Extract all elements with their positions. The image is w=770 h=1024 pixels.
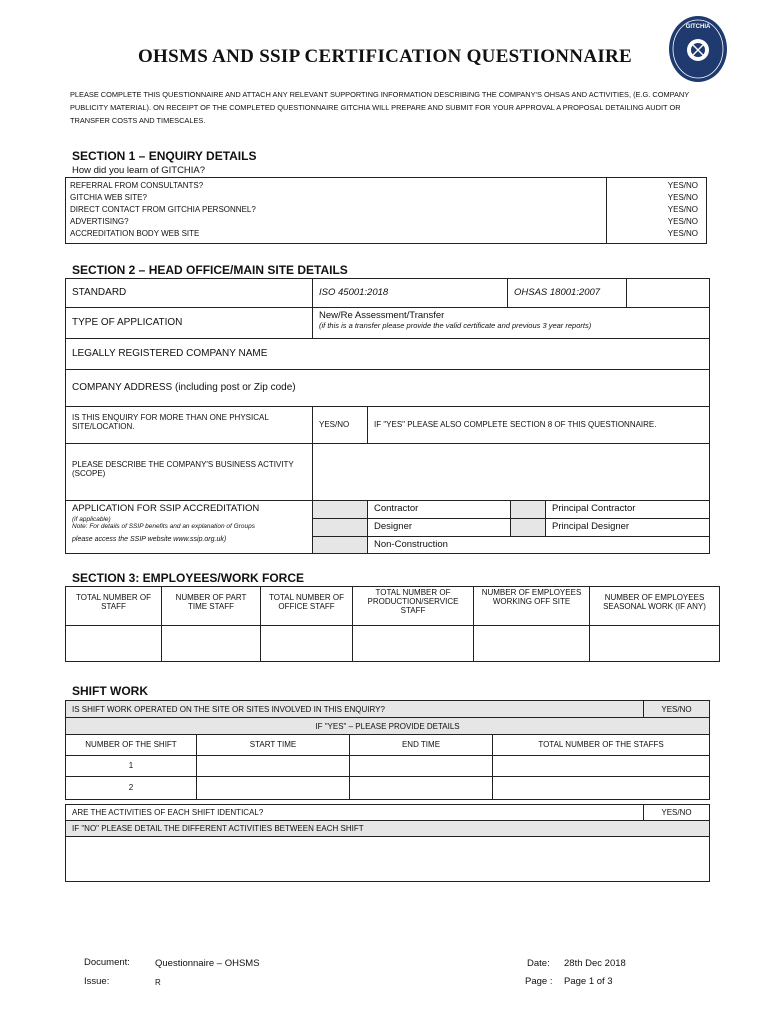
ssip-option-designer: Designer xyxy=(367,518,511,537)
employees-header: NUMBER OF EMPLOYEES WORKING OFF SITE xyxy=(473,586,590,626)
ssip-label-cell xyxy=(65,500,313,554)
standard-blank xyxy=(626,278,710,308)
enquiry-item-label: REFERRAL FROM CONSULTANTS? xyxy=(70,181,204,190)
company-address-field[interactable]: COMPANY ADDRESS (including post or Zip code) xyxy=(65,369,710,407)
business-activity-label: PLEASE DESCRIBE THE COMPANY'S BUSINESS ACTIVITY (SCOPE) xyxy=(65,443,313,501)
intro-text: PLEASE COMPLETE THIS QUESTIONNAIRE AND ATTACH ANY RELEVANT SUPPORTING INFORMATION DESCRIBING THE COMPANY'S OHSAS AND ACTIVITIES, (E.G. COMPANY PUBLICITY MATERIAL). ON RECEIPT OF THE COMPLETED QUESTIONNAIRE GITCHIA WILL PREPARE AND SUBMIT FOR YOUR APPROVAL A PROPOSAL DETAILING AUDIT OR TRANSFER COSTS AND TIMESCALES. xyxy=(70,90,690,125)
section1-question: How did you learn of GITCHIA? xyxy=(72,165,206,176)
multi-site-label: IS THIS ENQUIRY FOR MORE THAN ONE PHYSICAL SITE/LOCATION. xyxy=(65,406,313,444)
gitchia-logo xyxy=(667,14,729,84)
shift-answer[interactable]: YES/NO xyxy=(643,700,710,718)
shift-column-header: END TIME xyxy=(349,734,493,756)
shift-identical-answer[interactable]: YES/NO xyxy=(643,804,710,821)
employees-header: TOTAL NUMBER OF OFFICE STAFF xyxy=(260,586,353,626)
ssip-note-2: Note: For details of SSIP benefits and an explanation of Groups xyxy=(72,523,255,530)
page-title: OHSMS AND SSIP CERTIFICATION QUESTIONNAIRE xyxy=(137,46,633,67)
shift-identical-question: ARE THE ACTIVITIES OF EACH SHIFT IDENTICAL? xyxy=(65,804,644,821)
shift-staff-input[interactable] xyxy=(492,776,710,800)
enquiry-item-answer[interactable]: YES/NO xyxy=(667,229,698,238)
footer-date-label: Date: xyxy=(527,958,550,969)
ssip-check-principal-designer[interactable] xyxy=(510,518,546,537)
enquiry-item-label: DIRECT CONTACT FROM GITCHIA PERSONNEL? xyxy=(70,205,256,214)
ssip-option-principal-contractor: Principal Contractor xyxy=(545,500,710,519)
shift-start-input[interactable] xyxy=(196,755,350,777)
shift-question: IS SHIFT WORK OPERATED ON THE SITE OR SITES INVOLVED IN THIS ENQUIRY? xyxy=(65,700,644,718)
application-type-label: TYPE OF APPLICATION xyxy=(65,307,313,339)
section2-title: SECTION 2 – HEAD OFFICE/MAIN SITE DETAILS xyxy=(72,263,348,277)
employees-header: TOTAL NUMBER OF STAFF xyxy=(65,586,162,626)
ssip-check-non-construction[interactable] xyxy=(312,536,368,554)
ssip-option-non-construction: Non-Construction xyxy=(367,536,710,554)
shift-end-input[interactable] xyxy=(349,776,493,800)
ssip-check-principal-contractor[interactable] xyxy=(510,500,546,519)
shift-staff-input[interactable] xyxy=(492,755,710,777)
multi-site-note: IF "YES" PLEASE ALSO COMPLETE SECTION 8 OF THIS QUESTIONNAIRE. xyxy=(367,406,710,444)
standard-option-iso[interactable]: ISO 45001:2018 xyxy=(312,278,508,308)
footer-date-value: 28th Dec 2018 xyxy=(564,958,626,969)
employees-header: NUMBER OF PART TIME STAFF xyxy=(161,586,261,626)
employees-input[interactable] xyxy=(352,625,474,662)
shift-activities-field[interactable] xyxy=(65,836,710,882)
ssip-option-contractor: Contractor xyxy=(367,500,511,519)
ssip-note-3: please access the SSIP website www.ssip.org.uk) xyxy=(72,536,227,543)
employees-header: TOTAL NUMBER OF PRODUCTION/SERVICE STAFF xyxy=(352,586,474,626)
standard-label: STANDARD xyxy=(65,278,313,308)
footer-document-label: Document: xyxy=(84,957,130,968)
footer-document-value: Questionnaire – OHSMS xyxy=(155,958,260,969)
footer-issue-value: R xyxy=(155,978,161,987)
shift-no-detail-prompt: IF "NO" PLEASE DETAIL THE DIFFERENT ACTIVITIES BETWEEN EACH SHIFT xyxy=(65,820,710,837)
enquiry-item-answer[interactable]: YES/NO xyxy=(667,193,698,202)
shift-row-number: 2 xyxy=(65,776,197,800)
employees-input[interactable] xyxy=(260,625,353,662)
shift-column-header: START TIME xyxy=(196,734,350,756)
application-type-value: New/Re Assessment/Transfer xyxy=(319,310,445,321)
footer-page-label: Page : xyxy=(525,976,553,987)
section3-title: SECTION 3: EMPLOYEES/WORK FORCE xyxy=(72,571,305,585)
shift-end-input[interactable] xyxy=(349,755,493,777)
business-activity-field[interactable] xyxy=(312,443,710,501)
multi-site-answer[interactable]: YES/NO xyxy=(312,406,368,444)
ssip-check-contractor[interactable] xyxy=(312,500,368,519)
footer-page-value: Page 1 of 3 xyxy=(564,976,613,987)
employees-input[interactable] xyxy=(589,625,720,662)
ssip-check-designer[interactable] xyxy=(312,518,368,537)
shift-column-header: TOTAL NUMBER OF THE STAFFS xyxy=(492,734,710,756)
shift-details-prompt: IF "YES" – PLEASE PROVIDE DETAILS xyxy=(65,717,710,735)
shift-start-input[interactable] xyxy=(196,776,350,800)
ssip-option-principal-designer: Principal Designer xyxy=(545,518,710,537)
application-type-cell[interactable] xyxy=(312,307,710,339)
shift-title: SHIFT WORK xyxy=(72,684,148,698)
enquiry-item-answer[interactable]: YES/NO xyxy=(667,217,698,226)
section1-title: SECTION 1 – ENQUIRY DETAILS xyxy=(72,149,257,163)
ssip-label: APPLICATION FOR SSIP ACCREDITATION xyxy=(72,503,260,514)
employees-input[interactable] xyxy=(161,625,261,662)
company-name-field[interactable]: LEGALLY REGISTERED COMPANY NAME xyxy=(65,338,710,370)
ssip-note-1: (if applicable) xyxy=(72,516,111,523)
enquiry-item-label: ADVERTISING? xyxy=(70,217,129,226)
enquiry-table xyxy=(65,177,707,244)
enquiry-item-label: ACCREDITATION BODY WEB SITE xyxy=(70,229,200,238)
svg-text:GITCHIA: GITCHIA xyxy=(685,24,711,30)
enquiry-item-answer[interactable]: YES/NO xyxy=(667,205,698,214)
shift-column-header: NUMBER OF THE SHIFT xyxy=(65,734,197,756)
shift-row-number: 1 xyxy=(65,755,197,777)
employees-input[interactable] xyxy=(473,625,590,662)
employees-input[interactable] xyxy=(65,625,162,662)
footer-issue-label: Issue: xyxy=(84,976,110,987)
application-type-note: (if this is a transfer please provide the valid certificate and previous 3 year reports) xyxy=(319,321,592,330)
enquiry-item-label: GITCHIA WEB SITE? xyxy=(70,193,147,202)
standard-option-ohsas[interactable]: OHSAS 18001:2007 xyxy=(507,278,627,308)
enquiry-item-answer[interactable]: YES/NO xyxy=(667,181,698,190)
employees-header: NUMBER OF EMPLOYEES SEASONAL WORK (IF ANY) xyxy=(589,586,720,626)
